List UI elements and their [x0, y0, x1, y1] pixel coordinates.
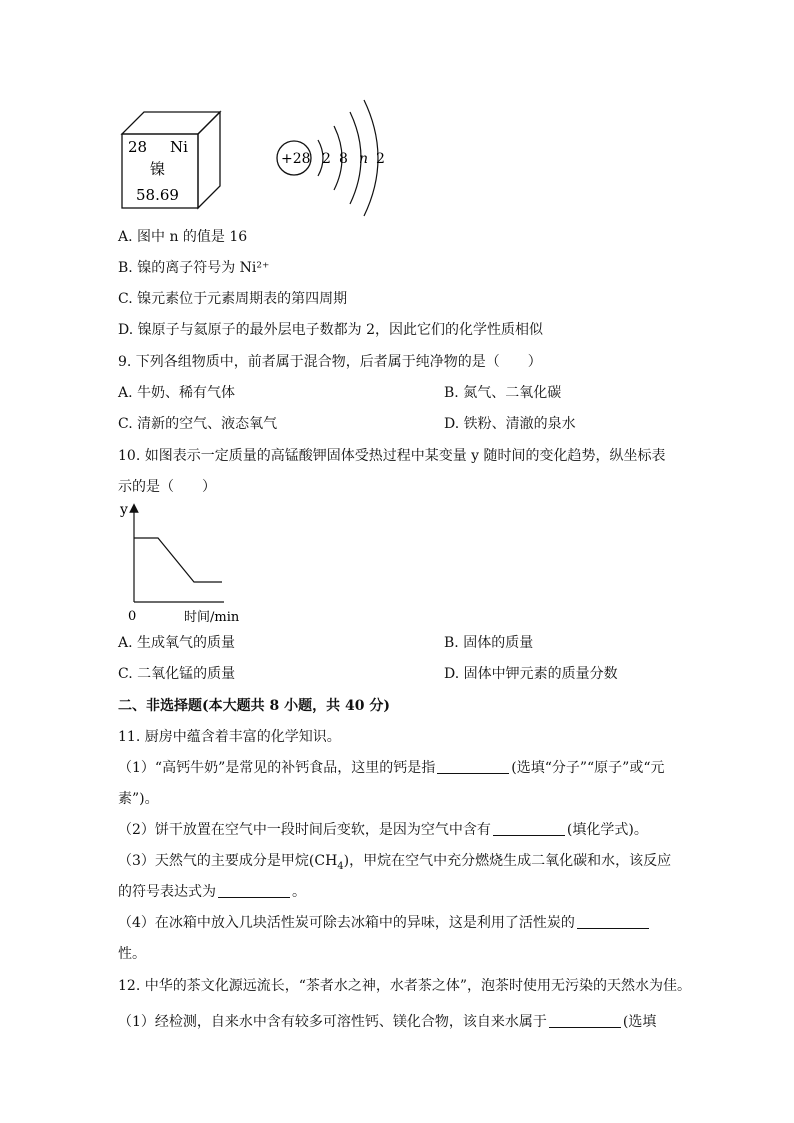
shell-3-electrons: n: [359, 151, 369, 167]
atomic-number: 28: [128, 138, 148, 156]
q8-option-c: C. 镍元素位于元素周期表的第四周期: [118, 291, 348, 307]
answer-blank[interactable]: [218, 883, 290, 898]
q9-stem: 9. 下列各组物质中，前者属于混合物，后者属于纯净物的是（ ）: [118, 354, 542, 370]
answer-blank[interactable]: [493, 821, 565, 836]
atomic-mass: 58.69: [136, 186, 179, 204]
q9-option-d: D. 铁粉、清澈的泉水: [444, 416, 576, 432]
q10-option-b: B. 固体的质量: [444, 635, 534, 651]
q10-option-d: D. 固体中钾元素的质量分数: [444, 666, 618, 682]
shell-4-electrons: 2: [376, 151, 385, 167]
q10-stem-line1: 10. 如图表示一定质量的高锰酸钾固体受热过程中某变量 y 随时间的变化趋势，纵坐标表: [118, 448, 666, 464]
q11-part4-line1: （4）在冰箱中放入几块活性炭可除去冰箱中的异味，这是利用了活性炭的: [118, 913, 651, 933]
q10-option-a: A. 生成氧气的质量: [118, 635, 236, 651]
graph-origin-label: 0: [128, 609, 137, 624]
graph-x-label: 时间/min: [184, 610, 240, 625]
element-symbol: Ni: [170, 138, 188, 156]
q8-option-b: B. 镍的离子符号为 Ni²⁺: [118, 260, 270, 276]
q9-option-a: A. 牛奶、稀有气体: [118, 385, 236, 401]
nickel-element-card: [118, 108, 228, 212]
shell-1-electrons: 2: [322, 151, 331, 167]
atom-structure-diagram: [272, 96, 392, 220]
graph-y-label: y: [120, 502, 128, 518]
element-name: 镍: [150, 160, 166, 178]
shell-2-electrons: 8: [339, 151, 348, 167]
q11-part3-line2: 的符号表达式为 。: [118, 884, 306, 900]
q12-stem: 12. 中华的茶文化源远流长，“茶者水之神，水者茶之体”，泡茶时使用无污染的天然水为佳。: [118, 978, 692, 994]
q10-stem-line2: 示的是（ ）: [118, 479, 216, 495]
answer-blank[interactable]: [549, 1013, 621, 1028]
q8-option-a: A. 图中 n 的值是 16: [118, 229, 248, 245]
q10-graph: [118, 500, 248, 628]
q12-part1: （1）经检测，自来水中含有较多可溶性钙、镁化合物，该自来水属于 (选填: [118, 1014, 657, 1030]
q9-option-b: B. 氮气、二氧化碳: [444, 385, 562, 401]
q11-part3-line1: （3）天然气的主要成分是甲烷$(CH_4)$，甲烷在空气中充分燃烧生成二氧化碳和水，该反应: [118, 853, 672, 872]
q9-option-c: C. 清新的空气、液态氧气: [118, 416, 278, 432]
nucleus-charge: +28: [281, 151, 311, 167]
q8-option-d: D. 镍原子与氦原子的最外层电子数都为 2，因此它们的化学性质相似: [118, 322, 543, 338]
answer-blank[interactable]: [437, 759, 509, 774]
section-2-heading: 二、非选择题(本大题共 8 小题，共 40 分): [118, 698, 390, 714]
q11-part4-line2: 性。: [118, 946, 146, 962]
q11-stem: 11. 厨房中蕴含着丰富的化学知识。: [118, 729, 341, 745]
q11-part2: （2）饼干放置在空气中一段时间后变软，是因为空气中含有 (填化学式)。: [118, 822, 648, 838]
q11-part1-line1: （1）“高钙牛奶”是常见的补钙食品，这里的钙是指 (选填“分子”“原子”或“元: [118, 760, 665, 776]
q11-part1-line2: 素”)。: [118, 791, 159, 807]
q10-option-c: C. 二氧化锰的质量: [118, 666, 236, 682]
answer-blank[interactable]: [577, 914, 649, 929]
